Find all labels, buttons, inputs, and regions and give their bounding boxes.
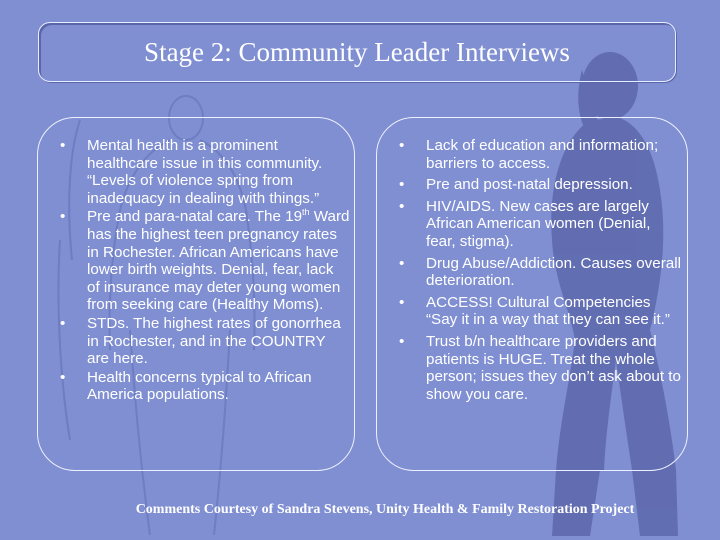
list-item: [399, 255, 683, 290]
list-item: [399, 137, 683, 172]
bullet-glyph: •: [399, 293, 405, 311]
list-item-text: ACCESS! Cultural Competencies “Say it in a way that they can see it.”: [426, 293, 670, 329]
right-bullet-list: [399, 137, 683, 407]
list-item: [60, 208, 350, 314]
list-item: [399, 198, 683, 251]
bullet-glyph: •: [399, 197, 405, 215]
list-item-text: HIV/AIDS. New cases are largely African American women (Denial, fear, stigma).: [426, 197, 651, 250]
bullet-glyph: •: [60, 208, 66, 226]
list-item-text-pre: Pre and para-natal care. The 19: [87, 208, 303, 226]
title-box: [38, 22, 676, 82]
bullet-glyph: •: [60, 137, 66, 154]
list-item-text: Trust b/n healthcare providers and patients is HUGE. Treat the whole person; issues they don’t ask about to show you care.: [426, 332, 681, 403]
list-item-text: Lack of education and information; barriers to access.: [426, 137, 659, 172]
list-item-text: Health concerns typical to African America populations.: [87, 368, 312, 404]
bullet-glyph: •: [399, 254, 405, 272]
list-item-text: Mental health is a prominent healthcare issue in this community. “Levels of violence spring from inadequacy in dealing with things.”: [87, 137, 323, 207]
list-item: [399, 333, 683, 403]
list-item: [399, 176, 683, 194]
left-bullet-list: [60, 137, 350, 405]
slide-title: Stage 2: Community Leader Interviews: [144, 36, 570, 67]
footer-credit: [0, 502, 720, 518]
bullet-glyph: •: [60, 314, 66, 332]
list-item-text: STDs. The highest rates of gonorrhea in Rochester, and in the COUNTRY are here.: [87, 314, 341, 368]
list-item: [60, 315, 350, 368]
list-item-text-post: Ward has the highest teen pregnancy rates in Rochester. African Americans have lower birth weights. Denial, fear, lack of insurance may deter young women from seeking care (Healthy Moms).: [87, 208, 350, 314]
list-item-text: Pre and post-natal depression.: [426, 176, 633, 194]
bullet-glyph: •: [399, 137, 405, 154]
right-panel: [376, 117, 688, 471]
list-item: [60, 137, 350, 207]
list-item: [399, 294, 683, 329]
bullet-glyph: •: [399, 332, 405, 350]
list-item: [60, 369, 350, 404]
superscript: th: [302, 207, 310, 218]
bullet-glyph: •: [399, 176, 405, 194]
left-panel: [37, 117, 355, 471]
list-item-text: Drug Abuse/Addiction. Causes overall deterioration.: [426, 254, 681, 290]
bullet-glyph: •: [60, 368, 66, 386]
footer-text: Comments Courtesy of Sandra Stevens, Unity Health & Family Restoration Project: [135, 502, 635, 517]
